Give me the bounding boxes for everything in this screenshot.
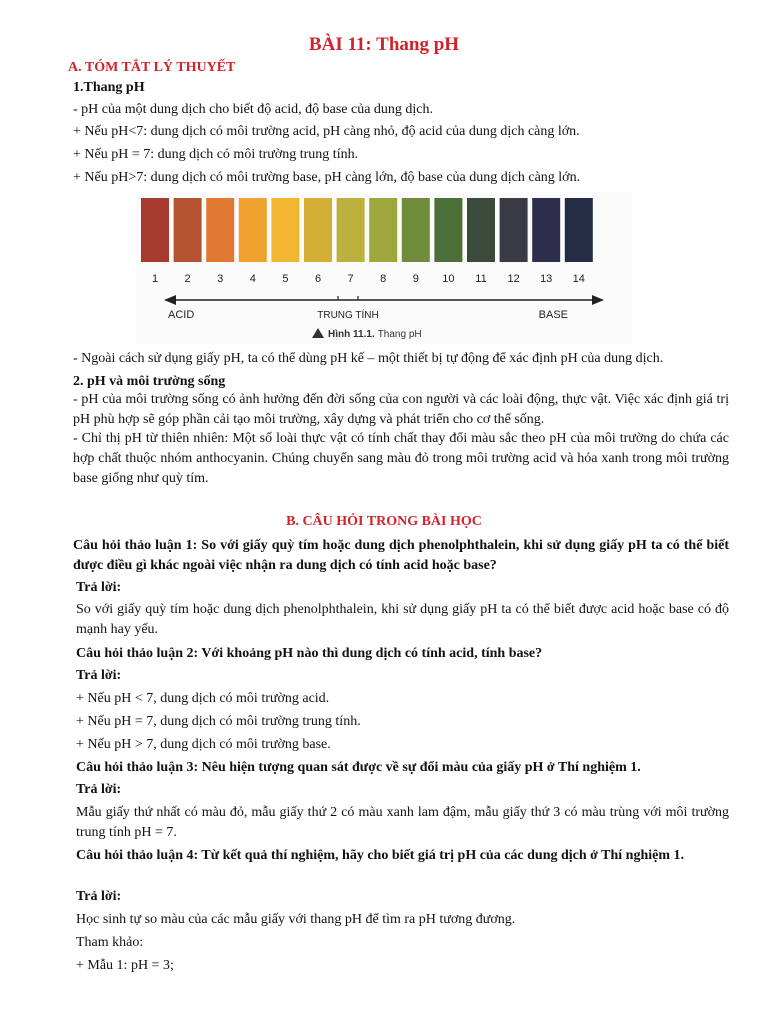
question-3: Câu hỏi thảo luận 3: Nêu hiện tượng quan sát được về sự đổi màu của giấy pH ở Thí nghiệm 1.	[76, 760, 641, 775]
answer-3-label: Trả lời:	[76, 782, 122, 797]
ph-scale-figure	[136, 192, 632, 344]
ph-number-1: 1	[151, 273, 159, 285]
ph-number-8: 8	[380, 273, 387, 285]
ph-swatch-5	[271, 198, 299, 262]
question-1: Câu hỏi thảo luận 1: So với giấy quỳ tím hoặc dung dịch phenolphthalein, khi sử dụng giấy pH ta có thể biết được điều gì khác ngoài việc nhận ra dung dịch có tính acid hoặc base?	[73, 538, 729, 573]
ph-number-5: 5	[282, 273, 289, 285]
ph-number-13: 13	[540, 273, 553, 285]
reference-label: Tham khảo:	[76, 935, 144, 950]
ph-swatch-2	[174, 198, 202, 262]
ph-number-2: 2	[184, 273, 191, 285]
ph-number-11: 11	[475, 273, 487, 285]
section-a-heading: A. TÓM TẮT LÝ THUYẾT	[68, 60, 236, 75]
ph-number-10: 10	[442, 273, 455, 285]
question-4: Câu hỏi thảo luận 4: Từ kết quả thí nghiệm, hãy cho biết giá trị pH của các dung dịch ở Thí nghiệm 1.	[76, 848, 685, 863]
ph-swatch-8	[369, 198, 397, 262]
ph-number-14: 14	[572, 273, 585, 285]
natural-indicator-paragraph: - Chỉ thị pH từ thiên nhiên: Một số loài thực vật có tính chất thay đổi màu sắc theo pH của môi trường do chứa các hợp chất thuộc nhóm anthocyanin. Chúng chuyển sang màu đỏ trong môi trường acid và hóa xanh trong môi trường base giống như quỳ tím.	[73, 431, 729, 486]
theory-line-2: + Nếu pH<7: dung dịch có môi trường acid, pH càng nhỏ, độ acid của dung dịch càng lớn.	[73, 124, 580, 139]
answer-2-label: Trả lời:	[76, 668, 122, 683]
ph-number-6: 6	[314, 273, 322, 285]
base-label: BASE	[538, 309, 568, 321]
ph-swatch-13	[532, 198, 560, 262]
answer-2-line-3: + Nếu pH > 7, dung dịch có môi trường base.	[76, 737, 331, 752]
theory-line-1: - pH của một dung dịch cho biết độ acid, độ base của dung dịch.	[73, 102, 434, 117]
ph-scale-image	[136, 192, 632, 344]
ph-number-9: 9	[412, 273, 419, 285]
section-b-heading: B. CÂU HỎI TRONG BÀI HỌC	[286, 514, 482, 529]
ph-swatch-9	[402, 198, 430, 262]
ph-swatch-4	[239, 198, 267, 262]
ph-number-7: 7	[347, 273, 354, 285]
ph-swatch-14	[565, 198, 593, 262]
subheading-ph-scale: 1.Thang pH	[73, 80, 145, 95]
ph-number-3: 3	[217, 273, 224, 285]
question-2: Câu hỏi thảo luận 2: Với khoảng pH nào thì dung dịch có tính acid, tính base?	[76, 646, 543, 661]
reference-line-1: + Mẫu 1: pH = 3;	[76, 958, 174, 973]
ph-swatch-10	[434, 198, 462, 262]
ph-swatch-12	[500, 198, 528, 262]
acid-label: ACID	[168, 309, 195, 321]
ph-meter-note: - Ngoài cách sử dụng giấy pH, ta có thể dùng pH kế – một thiết bị tự động để xác định pH của dung dịch.	[73, 351, 664, 366]
ph-swatch-7	[337, 198, 365, 262]
environment-paragraph: - pH của môi trường sống có ảnh hưởng đến đời sống của con người và các loài động, thực vật. Việc xác định giá trị pH phù hợp sẽ góp phần cải tạo môi trường, xây dựng và phát triển cho cơ thể sống.	[73, 392, 729, 427]
neutral-label: TRUNG TÍNH	[317, 310, 379, 321]
subheading-ph-environment: 2. pH và môi trường sống	[73, 374, 226, 389]
theory-line-4: + Nếu pH>7: dung dịch có môi trường base, pH càng lớn, độ base của dung dịch càng lớn.	[73, 170, 581, 185]
answer-4-text: Học sinh tự so màu của các mẫu giấy với thang pH để tìm ra pH tương đương.	[76, 912, 516, 927]
ph-swatch-6	[304, 198, 332, 262]
ph-swatch-1	[141, 198, 169, 262]
theory-line-3: + Nếu pH = 7: dung dịch có môi trường trung tính.	[73, 147, 359, 162]
ph-swatch-3	[206, 198, 234, 262]
ph-swatch-11	[467, 198, 495, 262]
ph-number-12: 12	[507, 273, 520, 285]
answer-2-line-1: + Nếu pH < 7, dung dịch có môi trường acid.	[76, 691, 330, 706]
answer-2-line-2: + Nếu pH = 7, dung dịch có môi trường trung tính.	[76, 714, 361, 729]
answer-4-label: Trả lời:	[76, 889, 122, 904]
page-title: BÀI 11: Thang pH	[308, 34, 460, 55]
answer-3-text: Mẫu giấy thứ nhất có màu đỏ, mẫu giấy thứ 2 có màu xanh lam đậm, mẫu giấy thứ 3 có màu trùng với môi trường trung tính pH = 7.	[76, 805, 729, 840]
answer-1-label: Trả lời:	[76, 580, 122, 595]
answer-1-text: So với giấy quỳ tím hoặc dung dịch phenolphthalein, khi sử dụng giấy pH ta có thể biết được acid hoặc base có độ mạnh hay yếu.	[76, 602, 729, 637]
figure-caption: Hình 11.1. Thang pH	[328, 329, 422, 340]
ph-number-4: 4	[249, 273, 256, 285]
